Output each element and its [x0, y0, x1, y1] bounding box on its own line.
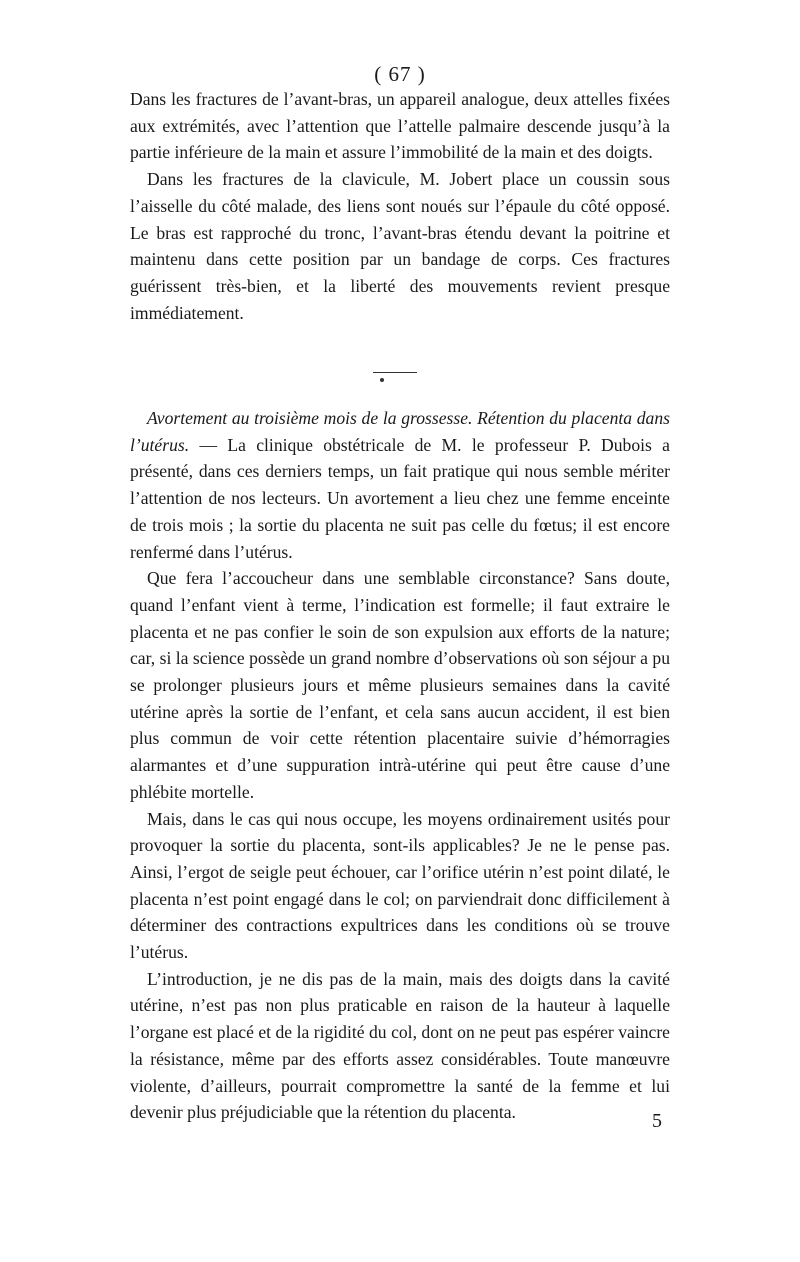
paragraph: Dans les fractures de l’avant-bras, un appareil analogue, deux attelles fixées aux extrémités, avec l’attention que l’attelle palmaire descende jusqu’à la partie inférieure de la main et assure l’immobilité de la main et des doigts. — [130, 89, 670, 163]
paragraph: Que fera l’accoucheur dans une semblable circonstance? Sans doute, quand l’enfant vient à terme, l’indication est formelle; il faut extraire le placenta et ne pas confier le soin de son expulsion aux efforts de la nature; car, si la science possède un grand nombre d’observations où son séjour a pu se prolonger plusieurs jours et même plusieurs semaines dans la cavité utérine après la sortie de l’enfant, et cela sans aucun accident, il est bien plus commun de voir cette rétention placentaire suivie d’hémorragies alarmantes et d’une suppuration intrà-utérine qui peut être cause d’une phlébite mortelle. — [130, 568, 670, 802]
section-intro — [130, 405, 670, 565]
paragraph: Dans les fractures de la clavicule, M. Jobert place un coussin sous l’aisselle du côté malade, des liens sont noués sur l’épaule du côté opposé. Le bras est rapproché du tronc, l’avant-bras étendu devant la poitrine et maintenu dans cette position par un bandage de corps. Ces fractures guérissent très-bien, et la liberté des mouvements revient presque immédiatement. — [130, 169, 670, 323]
paragraph: L’introduction, je ne dis pas de la main, mais des doigts dans la cavité utérine, n’est pas non plus praticable en raison de la hauteur à laquelle l’organe est placé et de la rigidité du col, dont on ne peut pas espérer vaincre la résistance, même par des efforts assez considérables. Toute manœuvre violente, d’ailleurs, pourrait compromettre la santé de la femme et lui devenir plus préjudiciable que la rétention du placenta. — [130, 968, 670, 1123]
section-title: Avortement au troisième mois de la grossesse. Rétention du placenta dans l’utérus. — [130, 408, 670, 455]
text-block-avortement — [130, 405, 670, 1126]
divider-dot — [380, 378, 384, 382]
page-number: ( 67 ) — [374, 62, 426, 86]
paragraph: Mais, dans le cas qui nous occupe, les moyens ordinairement usités pour provoquer la sortie du placenta, sont-ils applicables? Je ne le pense pas. Ainsi, l’ergot de seigle peut échouer, car l’orifice utérin n’est point dilaté, le placenta n’est point engagé dans le col; on parviendrait donc difficilement à déterminer des contractions expultrices dans les conditions où se trouve l’utérus. — [130, 808, 670, 963]
text-block-fractures — [130, 86, 670, 326]
signature-mark: 5 — [652, 1110, 662, 1132]
section-divider — [373, 372, 417, 373]
section-lead: — La clinique obstétricale de M. le professeur P. Dubois a présenté, dans ces derniers temps, un fait pratique qui nous semble mériter l’attention de nos lecteurs. Un avortement a lieu chez une femme enceinte de trois mois ; la sortie du placenta ne suit pas celle du fœtus; il est encore renfermé dans l’utérus. — [130, 434, 670, 562]
